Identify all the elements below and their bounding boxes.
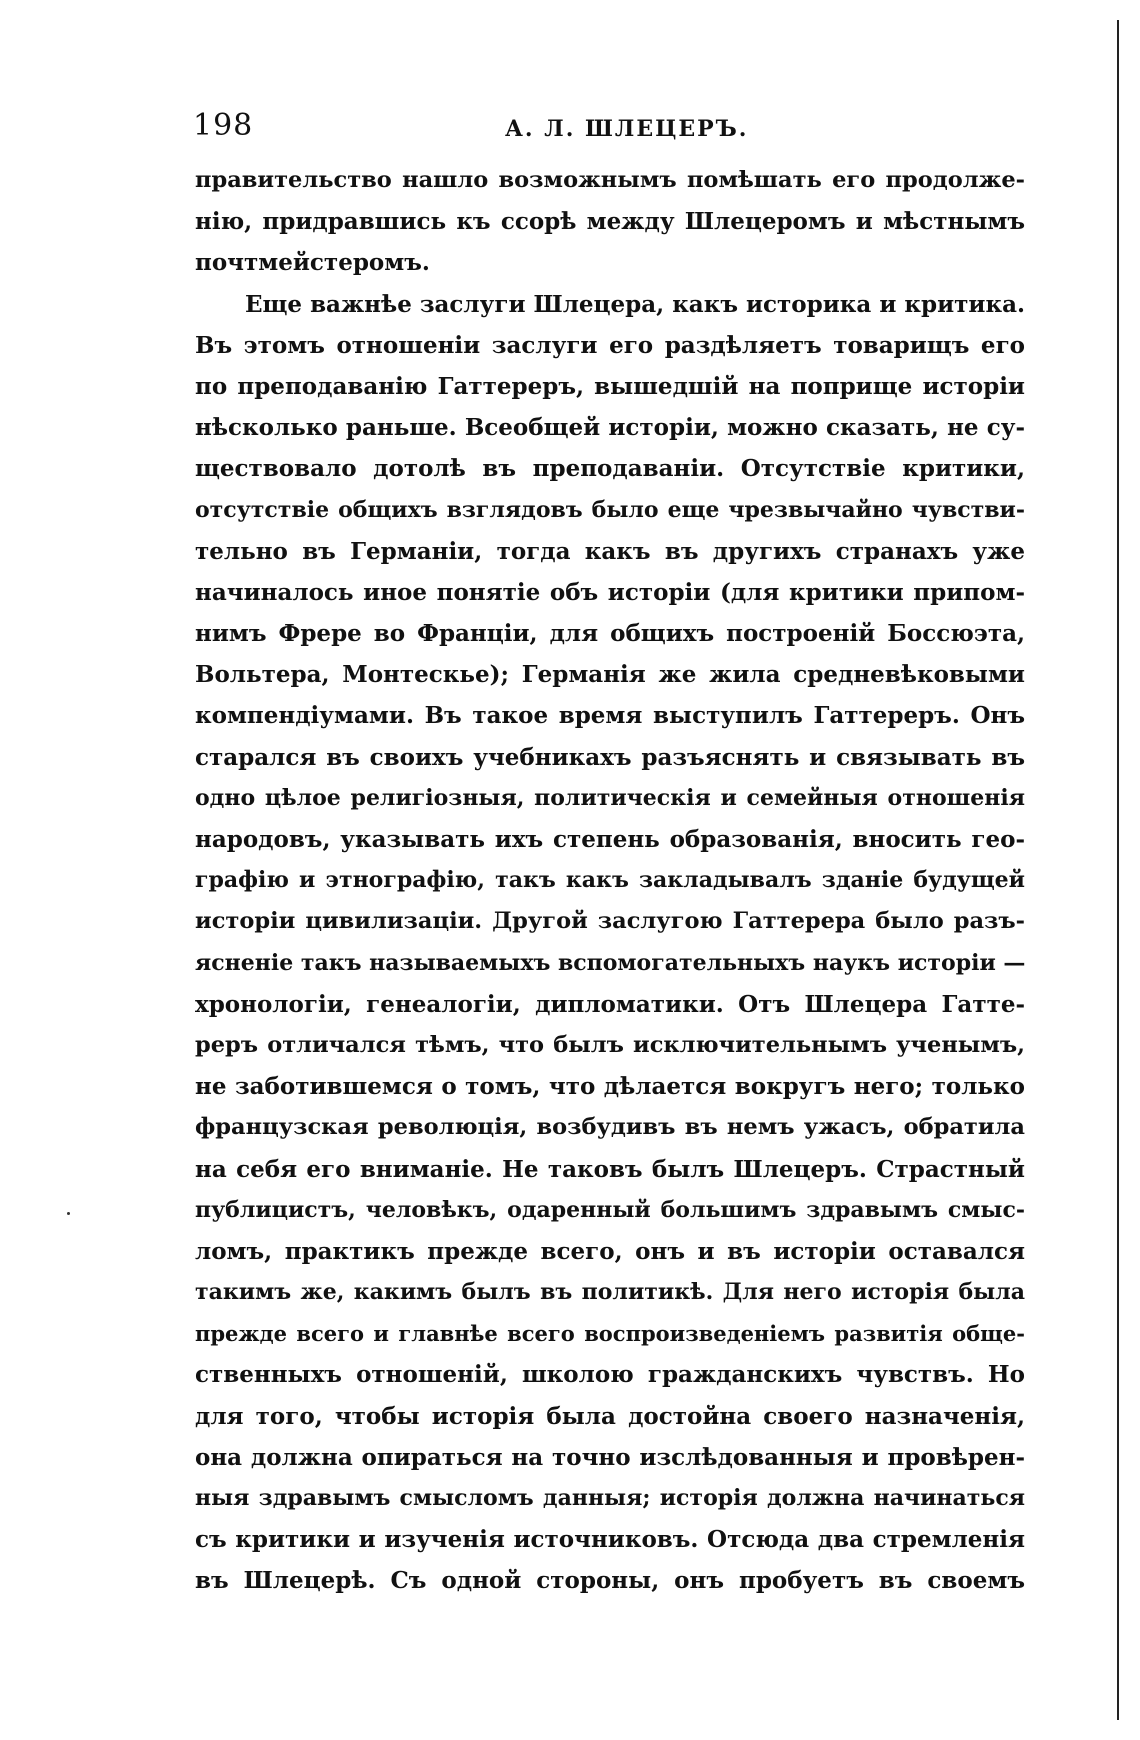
text-line: отсутствіе общихъ взглядовъ было еще чрезвычайно чувстви- xyxy=(195,496,1025,523)
text-line: Въ этомъ отношеніи заслуги его раздѣляетъ товарищъ его xyxy=(195,331,1025,359)
text-line: нимъ Фрере во Франціи, для общихъ построеній Боссюэта, xyxy=(195,620,1025,648)
text-line: реръ отличался тѣмъ, что былъ исключительнымъ ученымъ, xyxy=(195,1031,1025,1058)
scan-speck xyxy=(67,1212,70,1215)
text-line: старался въ своихъ учебникахъ разъяснять и связывать въ xyxy=(195,743,1025,771)
text-line: на себя его вниманіе. Не таковъ былъ Шлецеръ. Страстный xyxy=(195,1155,1025,1183)
text-line: начиналось иное понятіе объ исторіи (для критики припом- xyxy=(195,578,1025,606)
text-line: французская революція, возбудивъ въ немъ ужасъ, обратила xyxy=(195,1114,1025,1141)
text-line: хронологіи, генеалогіи, дипломатики. Отъ Шлецера Гатте- xyxy=(195,990,1025,1018)
text-line: нѣсколько раньше. Всеобщей исторіи, можно сказать, не су- xyxy=(195,414,1025,442)
running-title: А. Л. ШЛЕЦЕРЪ. xyxy=(505,116,749,142)
text-line: компендіумами. Въ такое время выступилъ Гаттерeръ. Онъ xyxy=(195,702,1025,730)
text-line: ныя здравымъ смысломъ данныя; исторія должна начинаться xyxy=(195,1485,1025,1511)
text-line: ществовало дотолѣ въ преподаваніи. Отсутствіе критики, xyxy=(195,455,1025,483)
text-line: Еще важнѣе заслуги Шлецера, какъ историка и критика. xyxy=(245,290,1025,318)
text-line: она должна опираться на точно изслѣдованныя и провѣрен- xyxy=(195,1443,1025,1471)
text-line: ственныхъ отношеній, школою гражданскихъ чувствъ. Но xyxy=(195,1361,1025,1389)
text-line: публицистъ, человѣкъ, одаренный большимъ здравымъ смыс- xyxy=(195,1196,1025,1223)
text-line: народовъ, указывать ихъ степень образованія, вносить гео- xyxy=(195,826,1025,853)
text-line: почтмейстеромъ. xyxy=(195,249,430,277)
text-line: исторіи цивилизаціи. Другой заслугою Гаттерера было разъ- xyxy=(195,908,1025,935)
page-edge-rule xyxy=(1117,20,1119,1720)
text-line: прежде всего и главнѣе всего воспроизведеніемъ развитія обще- xyxy=(195,1321,1025,1347)
text-line: для того, чтобы исторія была достойна своего назначенія, xyxy=(195,1402,1025,1430)
text-line: нію, придравшись къ ссорѣ между Шлецеромъ и мѣстнымъ xyxy=(195,208,1025,236)
body-text xyxy=(195,160,1025,1602)
text-line: Вольтера, Монтескье); Германія же жила средневѣковыми xyxy=(195,661,1025,689)
text-line: одно цѣлое религіозныя, политическія и семейныя отношенія xyxy=(195,784,1025,811)
text-line: съ критики и изученія источниковъ. Отсюда два стремленія xyxy=(195,1526,1025,1554)
text-line: тельно въ Германіи, тогда какъ въ другихъ странахъ уже xyxy=(195,537,1025,565)
text-line: графію и этнографію, такъ какъ закладывалъ зданіе будущей xyxy=(195,867,1025,894)
text-line: въ Шлецерѣ. Съ одной стороны, онъ пробуетъ въ своемъ xyxy=(195,1567,1025,1595)
page-number: 198 xyxy=(193,108,254,143)
text-line: ясненіе такъ называемыхъ вспомогательныхъ наукъ исторіи — xyxy=(195,949,1026,976)
text-line: правительство нашло возможнымъ помѣшать его продолже- xyxy=(195,167,1025,193)
text-line: такимъ же, какимъ былъ въ политикѣ. Для него исторія была xyxy=(195,1279,1025,1306)
text-line: не заботившемся о томъ, что дѣлается вокругъ него; только xyxy=(195,1073,1025,1101)
text-line: ломъ, практикъ прежде всего, онъ и въ исторіи оставался xyxy=(195,1237,1025,1265)
text-line: по преподаванію Гаттерeръ, вышедшій на поприще исторіи xyxy=(195,372,1025,400)
